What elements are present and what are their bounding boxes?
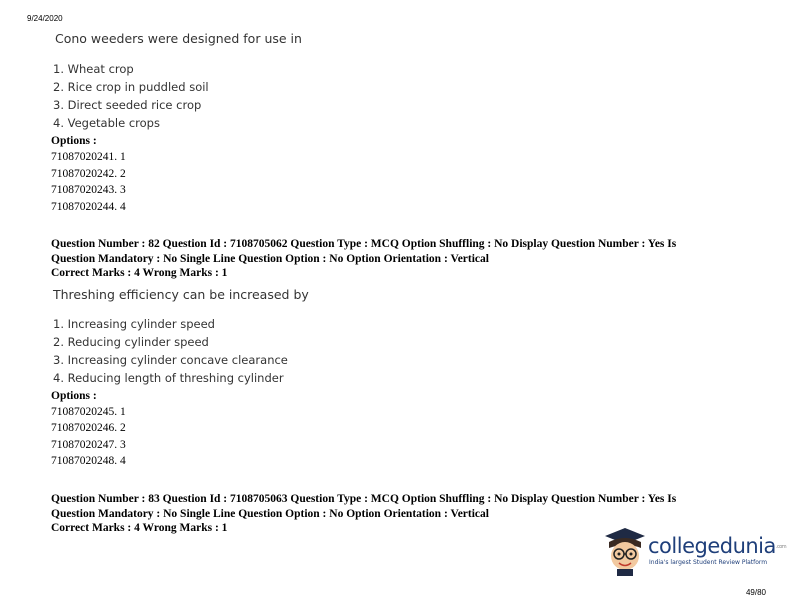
meta-line: Question Mandatory : No Single Line Question Option : No Option Orientation : Vertical <box>51 252 489 265</box>
choice-2: 2. Reducing cylinder speed <box>53 335 209 349</box>
brand-tagline: India's largest Student Review Platform <box>649 559 768 566</box>
choice-3: 3. Increasing cylinder concave clearance <box>53 353 288 367</box>
print-date: 9/24/2020 <box>27 14 63 23</box>
question-text: Threshing efficiency can be increased by <box>53 287 309 302</box>
meta-line: Correct Marks : 4 Wrong Marks : 1 <box>51 522 228 534</box>
collegedunia-logo <box>603 524 787 576</box>
option-id: 71087020246. 2 <box>51 422 126 434</box>
brand-text: collegedunia <box>648 534 776 558</box>
question-text: Cono weeders were designed for use in <box>55 31 302 46</box>
options-label: Options : <box>51 135 97 147</box>
choice-4: 4. Reducing length of threshing cylinder <box>53 371 284 385</box>
option-id: 71087020244. 4 <box>51 201 126 213</box>
choice-1: 1. Increasing cylinder speed <box>53 317 215 331</box>
options-label: Options : <box>51 390 97 402</box>
page-number: 49/80 <box>745 588 766 597</box>
mascot-icon <box>603 524 647 576</box>
choice-4: 4. Vegetable crops <box>53 116 160 130</box>
brand-domain: .com <box>775 544 787 550</box>
option-id: 71087020242. 2 <box>51 168 126 180</box>
choice-3: 3. Direct seeded rice crop <box>53 98 202 112</box>
choice-2: 2. Rice crop in puddled soil <box>53 80 209 94</box>
option-id: 71087020241. 1 <box>51 151 126 163</box>
brand-name <box>648 534 786 558</box>
meta-line: Question Mandatory : No Single Line Question Option : No Option Orientation : Vertical <box>51 507 489 520</box>
option-id: 71087020248. 4 <box>51 455 126 467</box>
meta-line: Question Number : 83 Question Id : 7108705063 Question Type : MCQ Option Shuffling : No Display Question Number : Yes Is <box>51 493 677 505</box>
choice-1: 1. Wheat crop <box>53 62 134 76</box>
question-meta <box>51 237 751 281</box>
meta-line: Correct Marks : 4 Wrong Marks : 1 <box>51 267 228 279</box>
option-id: 71087020247. 3 <box>51 439 126 451</box>
meta-line: Question Number : 82 Question Id : 7108705062 Question Type : MCQ Option Shuffling : No Display Question Number : Yes Is <box>51 238 677 250</box>
option-id: 71087020245. 1 <box>51 406 126 418</box>
option-id: 71087020243. 3 <box>51 184 126 196</box>
